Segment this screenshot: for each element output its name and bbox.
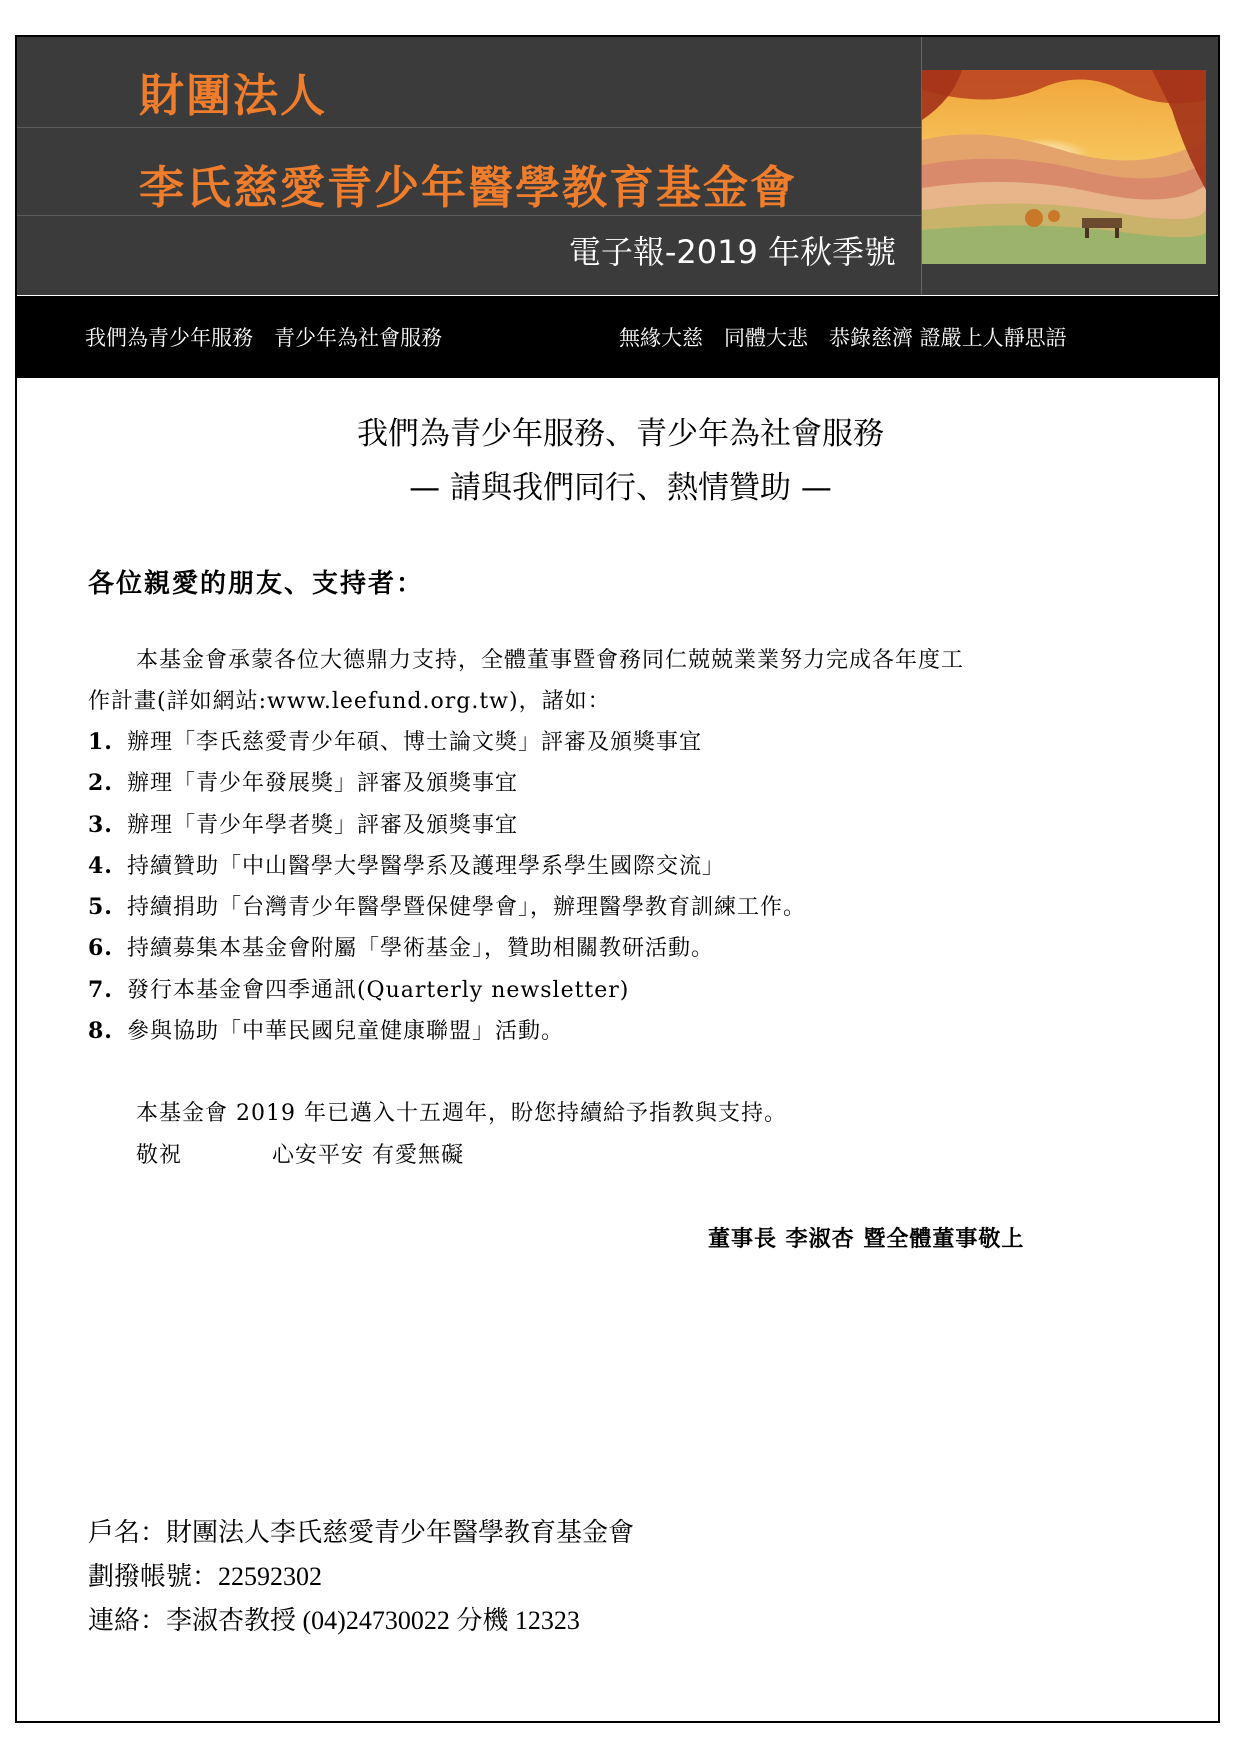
item-text: 辦理「青少年學者獎」評審及頒獎事宜 <box>126 812 518 838</box>
account-number: 劃撥帳號：22592302 <box>88 1562 323 1591</box>
issue-title: 電子報-2019 年秋季號 <box>568 233 896 271</box>
list-item <box>88 928 806 969</box>
list-item <box>88 805 806 846</box>
autumn-landscape-illustration <box>922 70 1206 264</box>
contact-info <box>88 1511 634 1643</box>
letter-signature: 董事長 李淑杏 暨全體董事敬上 <box>708 1226 1025 1252</box>
motto-banner <box>17 296 1218 378</box>
item-text: 發行本基金會四季通訊(Quarterly newsletter) <box>126 977 630 1003</box>
letter-intro <box>88 640 1188 722</box>
headline: 我們為青少年服務、青少年為社會服務 <box>357 416 884 452</box>
item-number: 1. <box>88 729 113 755</box>
subheadline: — 請與我們同行、熱情贊助 — <box>409 470 832 506</box>
item-text: 辦理「青少年發展獎」評審及頒獎事宜 <box>126 771 518 797</box>
intro-line: 本基金會承蒙各位大德鼎力支持，全體董事暨會務同仁兢兢業業努力完成各年度工 <box>136 648 965 673</box>
org-type: 財團法人 <box>139 69 328 122</box>
item-text: 持續捐助「台灣青少年醫學暨保健學會」，辦理醫學教育訓練工作。 <box>126 895 806 921</box>
closing-line: 本基金會 2019 年已邁入十五週年，盼您持續給予指教與支持。 <box>136 1101 787 1126</box>
org-name: 李氏慈愛青少年醫學教育基金會 <box>139 161 798 214</box>
item-number: 5. <box>88 894 113 921</box>
list-item <box>88 887 806 928</box>
item-text: 參與協助「中華民國兒童健康聯盟」活動。 <box>126 1019 564 1045</box>
item-number: 6. <box>88 935 113 962</box>
item-text: 持續贊助「中山醫學大學醫學系及護理學系學生國際交流」 <box>126 853 725 879</box>
item-text: 辦理「李氏慈愛青少年碩、博士論文獎」評審及頒獎事宜 <box>126 730 702 755</box>
autumn-landscape-image <box>922 70 1206 264</box>
list-item <box>88 846 806 887</box>
letter-greeting: 各位親愛的朋友、支持者： <box>88 569 425 599</box>
item-number: 3. <box>88 811 113 838</box>
account-name: 戶名：財團法人李氏慈愛青少年醫學教育基金會 <box>88 1518 635 1547</box>
item-text: 持續募集本基金會附屬「學術基金」，贊助相關教研活動。 <box>126 936 714 962</box>
list-item <box>88 763 806 804</box>
intro-line: 作計畫(詳如網站:www.leefund.org.tw)，諸如： <box>88 689 611 714</box>
item-number: 4. <box>88 852 113 879</box>
list-item <box>88 970 806 1011</box>
item-number: 2. <box>88 770 113 797</box>
contact-person: 連絡：李淑杏教授 (04)24730022 分機 12323 <box>88 1606 580 1635</box>
list-item <box>88 722 806 763</box>
regards-line <box>136 1135 787 1177</box>
item-number: 8. <box>88 1018 113 1045</box>
banner-motto: 我們為青少年服務 青少年為社會服務 <box>85 326 442 350</box>
header-divider <box>17 127 921 128</box>
work-items-list <box>88 722 806 1052</box>
list-item <box>88 1011 806 1052</box>
regards-wish: 心安平安 有愛無礙 <box>272 1143 465 1168</box>
regards-label: 敬祝 <box>136 1143 183 1168</box>
item-number: 7. <box>88 976 113 1003</box>
letter-closing <box>136 1093 787 1177</box>
banner-jingsi-quote: 無緣大慈 同體大悲 恭錄慈濟 證嚴上人靜思語 <box>619 326 1067 350</box>
